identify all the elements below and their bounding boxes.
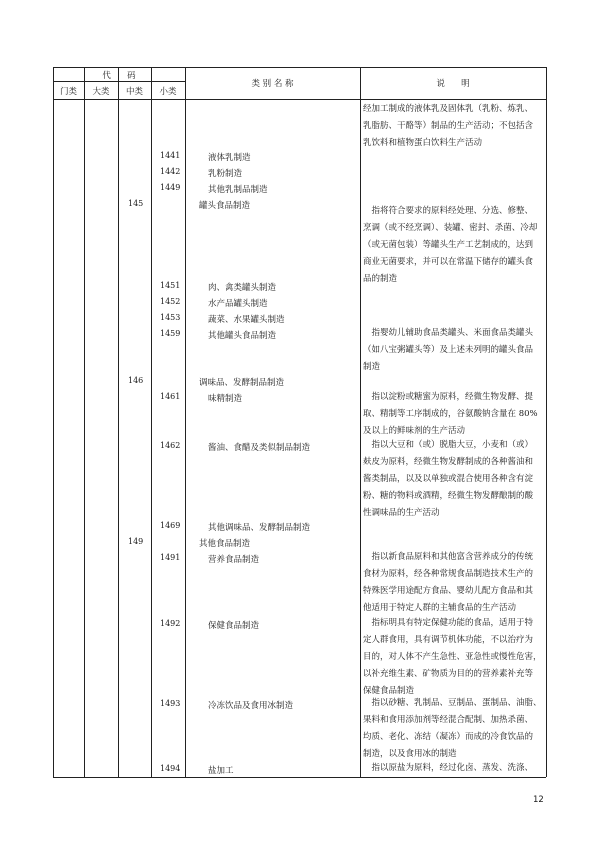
column-divider — [118, 67, 119, 777]
table-border-top — [53, 67, 546, 68]
category-name: 盐加工 — [208, 766, 234, 776]
code-xiao: 1491 — [160, 553, 181, 562]
code-subheader-rule — [53, 81, 185, 82]
category-name: 肉、禽类罐头制造 — [208, 283, 277, 293]
code-header: 代 码 — [102, 71, 136, 81]
row-description: 指以原盐为原料，经过化卤、蒸发、洗涤、 — [371, 763, 534, 773]
row-description: 经加工制成的液体乳及固体乳（乳粉、炼乳、 乳脂肪、干酪等）制品的生产活动；不包括含 乳饮料和植物蛋白饮料生产活动 — [363, 104, 534, 148]
table-border-bottom — [53, 777, 546, 778]
code-xiao: 1441 — [160, 151, 181, 160]
row-description: 指以大豆和（或）脱脂大豆，小麦和（或） 麸皮为原料，经微生物发酵制成的各种酱油和 酱类制品，以及以单独或混合使用各种含有淀 粉、糖的物料或酒精，经微生物发酵酿制的酸 性调味品的生产活动 — [363, 440, 534, 518]
code-xiao: 1492 — [160, 619, 181, 628]
code-xiao: 1493 — [160, 699, 181, 708]
category-name: 其他乳制品制造 — [208, 185, 268, 195]
column-divider — [84, 67, 85, 777]
page-number: 12 — [533, 795, 544, 805]
code-xiao: 1469 — [160, 521, 181, 530]
row-description: 指婴幼儿辅助食品类罐头、米面食品类罐头 （如八宝粥罐头等）及上述未列明的罐头食品 制造 — [363, 328, 534, 372]
code-xiao: 1451 — [160, 281, 181, 290]
code-xiao: 1494 — [160, 764, 181, 773]
category-name: 蔬菜、水果罐头制造 — [208, 315, 285, 325]
row-description: 指以淀粉或糖蜜为原料，经微生物发酵、提 取、精制等工序制成的，谷氨酸钠含量在 80% 及以上的鲜味剂的生产活动 — [363, 392, 538, 436]
table-border-left — [53, 67, 54, 777]
col-header-men: 门类 — [59, 87, 77, 97]
code-xiao: 1452 — [160, 297, 181, 306]
row-description: 指以新食品原料和其他富含营养成分的传统 食材为原料，经各种常规食品制造技术生产的 特殊医学用途配方食品、婴幼儿配方食品和其 他适用于特定人群的主辅食品的生产活动 — [363, 552, 534, 613]
code-xiao: 1449 — [160, 183, 181, 192]
category-name: 其他食品制造 — [199, 539, 251, 549]
code-zhong: 145 — [128, 199, 144, 208]
code-xiao: 1462 — [160, 441, 181, 450]
code-zhong: 146 — [128, 376, 144, 385]
category-name: 水产品罐头制造 — [208, 299, 268, 309]
code-xiao: 1459 — [160, 329, 181, 338]
category-name: 罐头食品制造 — [199, 201, 251, 211]
column-divider — [185, 67, 186, 777]
category-name: 保健食品制造 — [208, 621, 260, 631]
category-name: 其他调味品、发酵制品制造 — [208, 523, 311, 533]
category-name: 其他罐头食品制造 — [208, 331, 277, 341]
header-bottom-rule — [53, 99, 546, 100]
row-description: 指标明具有特定保健功能的食品，适用于特 定人群食用，具有调节机体功能，不以治疗为 目的，对人体不产生急性、亚急性或慢性危害， 以补充维生素、矿物质为目的的营养素补充等 保健食品制造 — [363, 618, 542, 696]
col-header-xiao: 小类 — [159, 87, 177, 97]
category-name: 调味品、发酵制品制造 — [199, 378, 285, 388]
code-xiao: 1461 — [160, 392, 181, 401]
col-header-zhong: 中类 — [125, 87, 143, 97]
row-description: 指将符合要求的原料经处理、分选、修整、 烹调（或不经烹调）、装罐、密封、杀菌、冷却 （或无菌包装）等罐头生产工艺制成的，达到 商业无菌要求，并可以在常温下储存的罐头食 品的制造 — [363, 206, 538, 284]
category-name: 酱油、食醋及类似制品制造 — [208, 443, 311, 453]
column-divider — [151, 67, 152, 777]
category-name: 乳粉制造 — [208, 169, 243, 179]
column-divider — [360, 67, 361, 777]
category-name-header: 类 别 名 称 — [251, 79, 294, 89]
category-name: 味精制造 — [208, 394, 243, 404]
code-zhong: 149 — [128, 537, 144, 546]
table-border-right — [546, 67, 547, 777]
category-name: 冷冻饮品及食用冰制造 — [208, 701, 294, 711]
row-description: 指以砂糖、乳制品、豆制品、蛋制品、油脂、 果料和食用添加剂等经混合配制、加热杀菌、 均质、老化、冻结（凝冻）而成的冷食饮品的 制造，以及食用冰的制造 — [363, 698, 542, 759]
category-name: 营养食品制造 — [208, 555, 260, 565]
code-xiao: 1442 — [160, 167, 181, 176]
code-xiao: 1453 — [160, 313, 181, 322]
description-header: 说 明 — [436, 79, 470, 89]
col-header-da: 大类 — [92, 87, 110, 97]
category-name: 液体乳制造 — [208, 153, 251, 163]
